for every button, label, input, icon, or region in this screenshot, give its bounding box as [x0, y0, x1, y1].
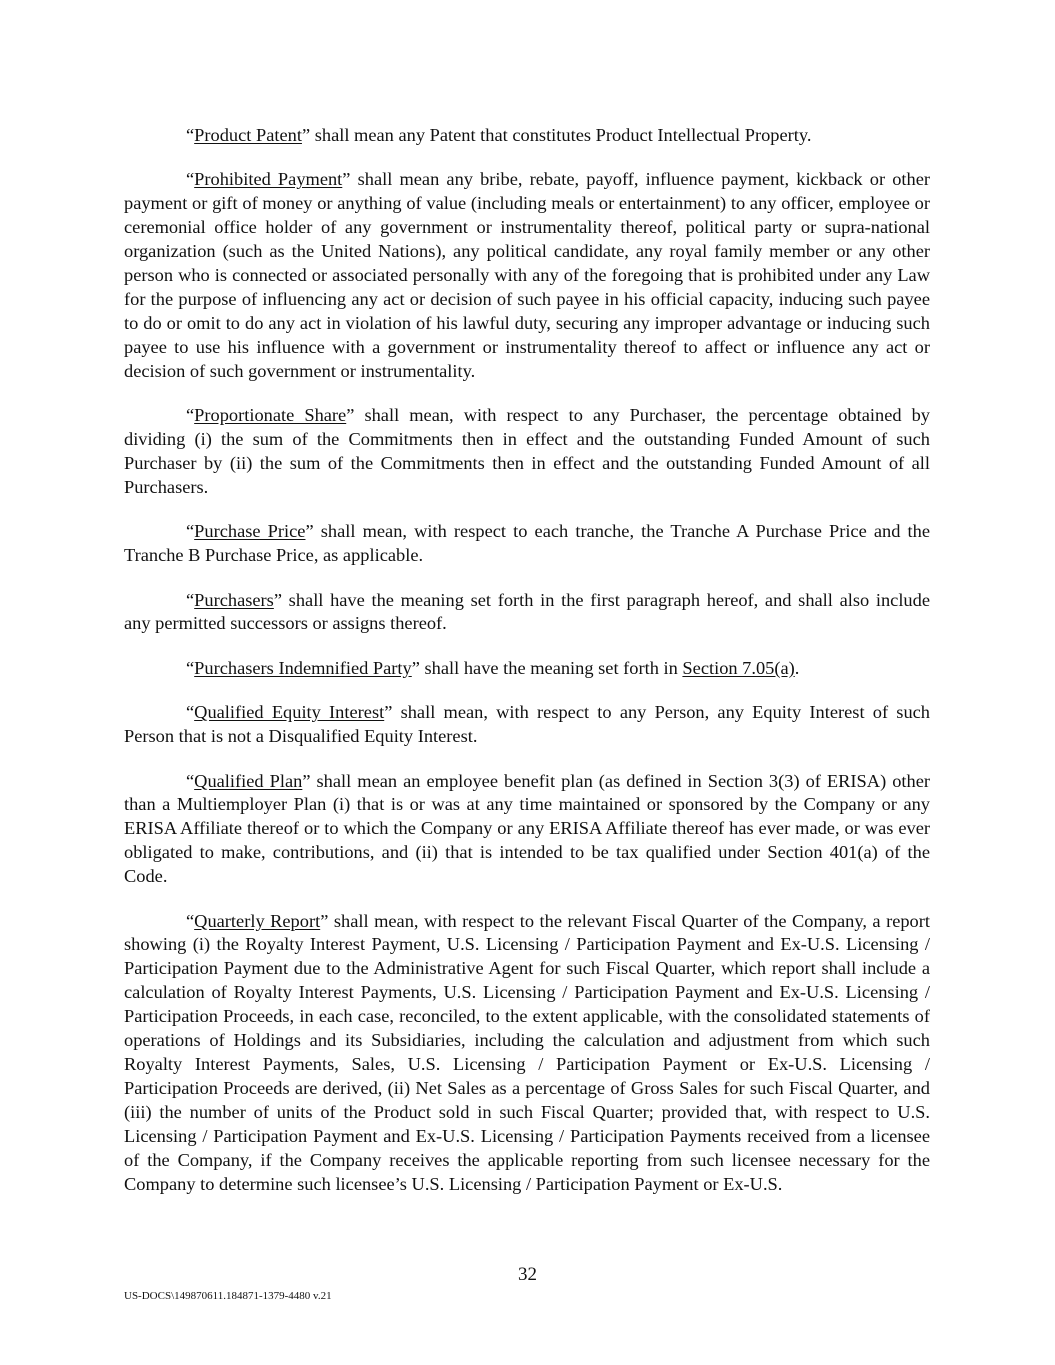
definition-text: ” shall have the meaning set forth in the first paragraph hereof, and shall also include any permitted successors or assigns thereof. — [124, 589, 930, 634]
definition-end: . — [794, 657, 800, 678]
definition-proportionate-share — [124, 404, 930, 500]
defined-term: Purchase Price — [194, 521, 306, 542]
open-quote: “ — [186, 657, 195, 678]
definition-text: ” shall mean an employee benefit plan (as defined in Section 3(3) of ERISA) other than a Multiemployer Plan (i) that is or was at any time maintained or sponsored by the Company or any ERISA Affiliate thereof or to which the Company or any ERISA Affiliate thereof has ever made, or was ever obligated to make, contributions, and (ii) that is intended to be tax qualified under Section 401(a) of the Code. — [124, 770, 930, 887]
definition-text: ” shall have the meaning set forth in — [411, 657, 683, 678]
defined-term: Purchasers — [194, 589, 274, 610]
definition-text: ” shall mean, with respect to any Purchaser, the percentage obtained by dividing (i) the sum of the Commitments then in effect and the outstanding Funded Amount of such Purchaser by (ii) the sum of the Commitments then in effect and the outstanding Funded Amount of all Purchasers. — [124, 405, 930, 497]
open-quote: “ — [186, 125, 195, 145]
definition-text: ” shall mean, with respect to the relevant Fiscal Quarter of the Company, a report showing (i) the Royalty Interest Payment, U.S. Licensing / Participation Payment and Ex-U.S. Licensing / Participation Payment due to the Administrative Agent for such Fiscal Quarter, which report shall include a calculation of Royalty Interest Payments, U.S. Licensing / Participation Payment and Ex-U.S. Licensing / Participation Proceeds, in each case, reconciled, to the extent applicable, with the consolidated statements of operations of Holdings and its Subsidiaries, including the calculation and adjustment from which such Royalty Interest Payments, Sales, U.S. Licensing / Participation Payment or Ex-U.S. Licensing / Participation Proceeds are derived, (ii) Net Sales as a percentage of Gross Sales for such Fiscal Quarter, and (iii) the number of units of the Product sold in such Fiscal Quarter; provided that, with respect to U.S. Licensing / Participation Payment and Ex-U.S. Licensing / Participation Payments received from a licensee of the Company, if the Company receives the applicable reporting from such licensee necessary for the Company to determine such licensee’s U.S. Licensing / Participation Payment or Ex-U.S. — [124, 910, 930, 1194]
page-number: 32 — [518, 1264, 537, 1285]
definition-quarterly-report — [124, 910, 930, 1197]
definition-purchasers-indemnified-party — [124, 657, 930, 681]
defined-term: Prohibited Payment — [194, 169, 343, 190]
definition-purchasers — [124, 589, 930, 637]
definition-text: ” shall mean any bribe, rebate, payoff, influence payment, kickback or other payment or gift of money or anything of value (including meals or entertainment) to any officer, employee or ceremonial office holder of any government or instrumentality thereof, political party or supra-national organization (such as the United Nations), any political candidate, any royal family member or any other person who is connected or associated personally with any of the foregoing that is prohibited under any Law for the purpose of influencing any act or decision of such payee in his official capacity, inducing such payee to do or omit to do any act in violation of his lawful duty, securing any improper advantage or inducing such payee to use his influence with a government or instrumentality thereof to affect or influence any act or decision of such government or instrumentality. — [124, 169, 930, 381]
open-quote: “ — [186, 910, 195, 931]
defined-term: Purchasers Indemnified Party — [194, 657, 412, 678]
defined-term: Qualified Equity Interest — [194, 702, 385, 723]
definition-purchase-price — [124, 520, 930, 568]
defined-term: Proportionate Share — [194, 405, 347, 426]
definition-text: ” shall mean, with respect to any Person, any Equity Interest of such Person that is not a Disqualified Equity Interest. — [124, 702, 930, 747]
defined-term: Product Patent — [194, 125, 302, 145]
definition-qualified-equity-interest — [124, 701, 930, 749]
open-quote: “ — [186, 770, 195, 791]
definition-qualified-plan — [124, 770, 930, 890]
section-reference: Section 7.05(a) — [682, 657, 795, 678]
defined-term: Quarterly Report — [194, 910, 321, 931]
open-quote: “ — [186, 589, 195, 610]
definition-prohibited-payment — [124, 168, 930, 383]
open-quote: “ — [186, 702, 195, 723]
definition-product-patent — [124, 124, 930, 148]
document-id: US-DOCS\149870611.184871-1379-4480 v.21 — [124, 1290, 332, 1302]
defined-term: Qualified Plan — [194, 770, 303, 791]
open-quote: “ — [186, 169, 195, 190]
open-quote: “ — [186, 521, 195, 542]
document-body — [124, 124, 930, 1217]
definition-text: ” shall mean any Patent that constitutes Product Intellectual Property. — [301, 125, 812, 145]
open-quote: “ — [186, 405, 195, 426]
definition-text: ” shall mean, with respect to each tranche, the Tranche A Purchase Price and the Tranche B Purchase Price, as applicable. — [124, 521, 930, 566]
